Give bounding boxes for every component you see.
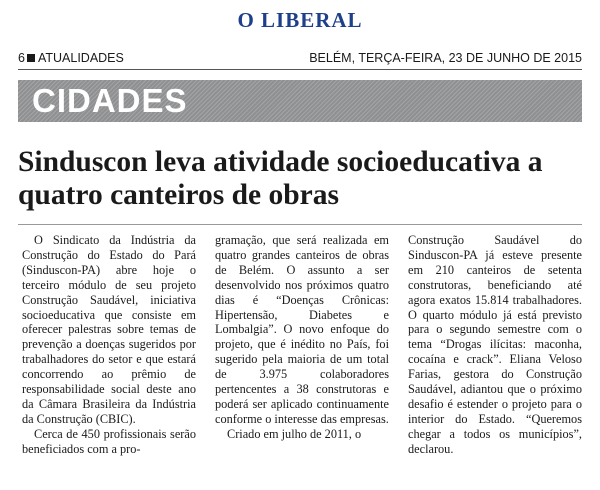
article-column-1 bbox=[22, 233, 196, 457]
article-paragraph: Construção Saudável do Sinduscon-PA já esteve presente em 210 canteiros de setenta construtoras, beneficiando até agora exatos 15.814 trabalhadores. O quarto módulo já está previsto para o segundo semestre com o tema “Drogas ilícitas: maconha, cocaína e crack”. Eliana Veloso Farias, gestora do Construção Saudável, adiantou que o próximo desafio é estender o projeto para o interior do Estado. “Queremos chegar a todos os municípios”, declarou. bbox=[408, 233, 582, 456]
article-headline: Sinduscon leva atividade socioeducativa a quatro canteiros de obras bbox=[18, 146, 543, 211]
section-label: ATUALIDADES bbox=[37, 51, 124, 65]
article-column-2 bbox=[215, 233, 389, 457]
folio-left bbox=[18, 51, 124, 65]
article-paragraph: Cerca de 450 profissionais serão beneficiados com a pro- bbox=[22, 426, 196, 456]
page-number: 6 bbox=[18, 51, 25, 65]
section-banner bbox=[18, 80, 582, 122]
dateline: BELÉM, TERÇA-FEIRA, 23 DE JUNHO DE 2015 bbox=[309, 51, 582, 65]
square-bullet-icon bbox=[27, 54, 35, 62]
article-column-3 bbox=[408, 233, 582, 457]
article-paragraph: gramação, que será realizada em quatro grandes canteiros de obras de Belém. O assunto a ser desenvolvido nos próximos quatro dias é “Doenças Crônicas: Hipertensão, Diabetes e Lombalgia”. O novo enfoque do projeto, que é inédito no País, foi sugerido pela maioria de um total de 3.975 colaboradores pertencentes a 38 construtoras e poderá ser aplicado continuamente conforme o interesse das empresas. bbox=[215, 233, 389, 426]
folio-divider bbox=[18, 69, 582, 70]
article-paragraph: O Sindicato da Indústria da Construção do Estado do Pará (Sinduscon-PA) abre hoje o terceiro módulo de seu projeto Construção Saudável, iniciativa socioeducativa que consiste em oferecer palestras sobre temas de prevenção a doenças sugeridos por trabalhadores do setor e que estará concorrendo ao prêmio de responsabilidade social deste ano da Câmara Brasileira da Indústria da Construção (CBIC). bbox=[22, 233, 196, 426]
headline-divider bbox=[18, 224, 582, 225]
folio-line bbox=[18, 51, 582, 65]
article-paragraph: Criado em julho de 2011, o bbox=[227, 426, 362, 441]
masthead-logo: O LIBERAL bbox=[237, 8, 363, 32]
article-body bbox=[22, 233, 582, 457]
section-banner-label: CIDADES bbox=[32, 82, 188, 119]
